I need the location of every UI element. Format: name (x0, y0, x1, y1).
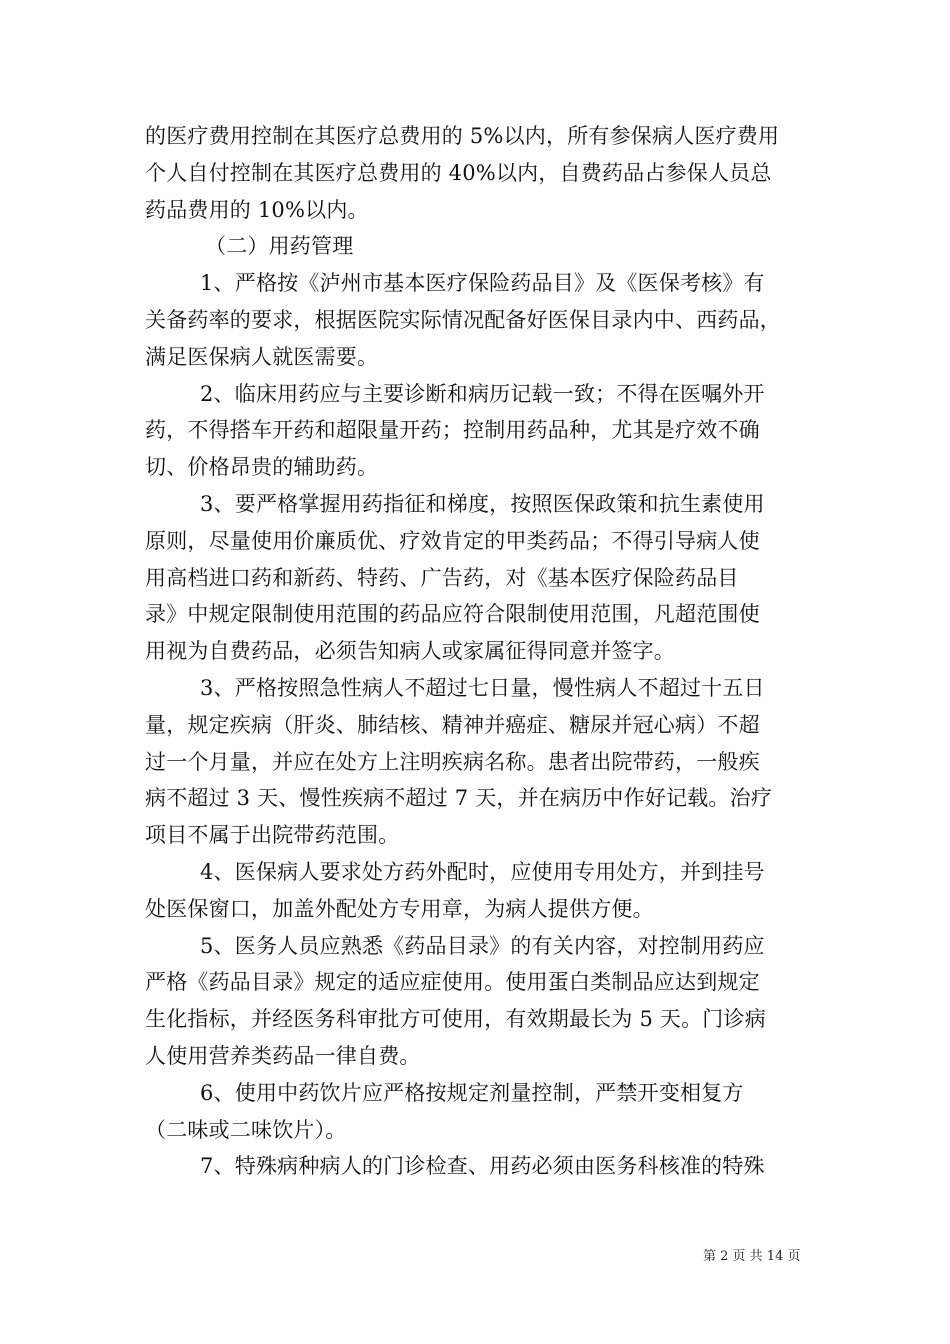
text-line: （二味或二味饮片）。 (145, 1117, 347, 1142)
text-line: 生化指标，并经医务科审批方可使用，有效期最长为 5 天。门诊病 (145, 1007, 766, 1032)
text-line: 切、价格昂贵的辅助药。 (145, 455, 379, 480)
text-line: 3、要严格掌握用药指征和梯度，按照医保政策和抗生素使用 (200, 491, 765, 516)
text-line: 原则，尽量使用价廉质优、疗效肯定的甲类药品；不得引导病人使 (145, 528, 760, 553)
text-line: 6、使用中药饮片应严格按规定剂量控制，严禁开变相复方 (200, 1080, 744, 1105)
text-line: 1、严格按《泸州市基本医疗保险药品目》及《医保考核》有 (200, 271, 765, 296)
section-heading: （二）用药管理 (205, 234, 354, 259)
page-number: 第 2 页 共 14 页 (703, 1249, 801, 1264)
text-line: 过一个月量，并应在处方上注明疾病名称。患者出院带药，一般疾 (145, 749, 760, 774)
text-line: 满足医保病人就医需要。 (145, 344, 379, 369)
text-line: 5、医务人员应熟悉《药品目录》的有关内容，对控制用药应 (200, 933, 765, 958)
text-line: 关备药率的要求，根据医院实际情况配备好医保目录内中、西药品， (145, 307, 781, 332)
text-line: 项目不属于出院带药范围。 (145, 823, 400, 848)
text-line: 个人自付控制在其医疗总费用的 40%以内，自费药品占参保人员总 (145, 160, 772, 185)
text-line: 病不超过 3 天、慢性疾病不超过 7 天，并在病历中作好记载。治疗 (145, 786, 773, 811)
text-line: 2、临床用药应与主要诊断和病历记载一致；不得在医嘱外开 (200, 381, 765, 406)
text-line: 的医疗费用控制在其医疗总费用的 5%以内，所有参保病人医疗费用 (145, 124, 780, 148)
text-line: 用高档进口药和新药、特药、广告药，对《基本医疗保险药品目 (145, 565, 739, 590)
text-line: 药，不得搭车开药和超限量开药；控制用药品种，尤其是疗效不确 (145, 418, 760, 443)
text-line: 4、医保病人要求处方药外配时，应使用专用处方，并到挂号 (200, 859, 765, 884)
text-line: 药品费用的 10%以内。 (145, 197, 369, 222)
text-line: 量，规定疾病（肝炎、肺结核、精神并癌症、糖尿并冠心病）不超 (145, 712, 760, 737)
text-line: 3、严格按照急性病人不超过七日量，慢性病人不超过十五日 (200, 675, 765, 700)
document-body (145, 118, 810, 1185)
text-line: 人使用营养类药品一律自费。 (145, 1043, 421, 1068)
text-line: 用视为自费药品，必须告知病人或家属征得同意并签字。 (145, 639, 675, 664)
text-line: 录》中规定限制使用范围的药品应符合限制使用范围，凡超范围使 (145, 602, 760, 627)
text-line: 严格《药品目录》规定的适应症使用。使用蛋白类制品应达到规定 (145, 970, 760, 995)
text-line: 处医保窗口，加盖外配处方专用章，为病人提供方便。 (145, 896, 654, 921)
text-line: 7、特殊病种病人的门诊检查、用药必须由医务科核准的特殊 (200, 1154, 765, 1179)
